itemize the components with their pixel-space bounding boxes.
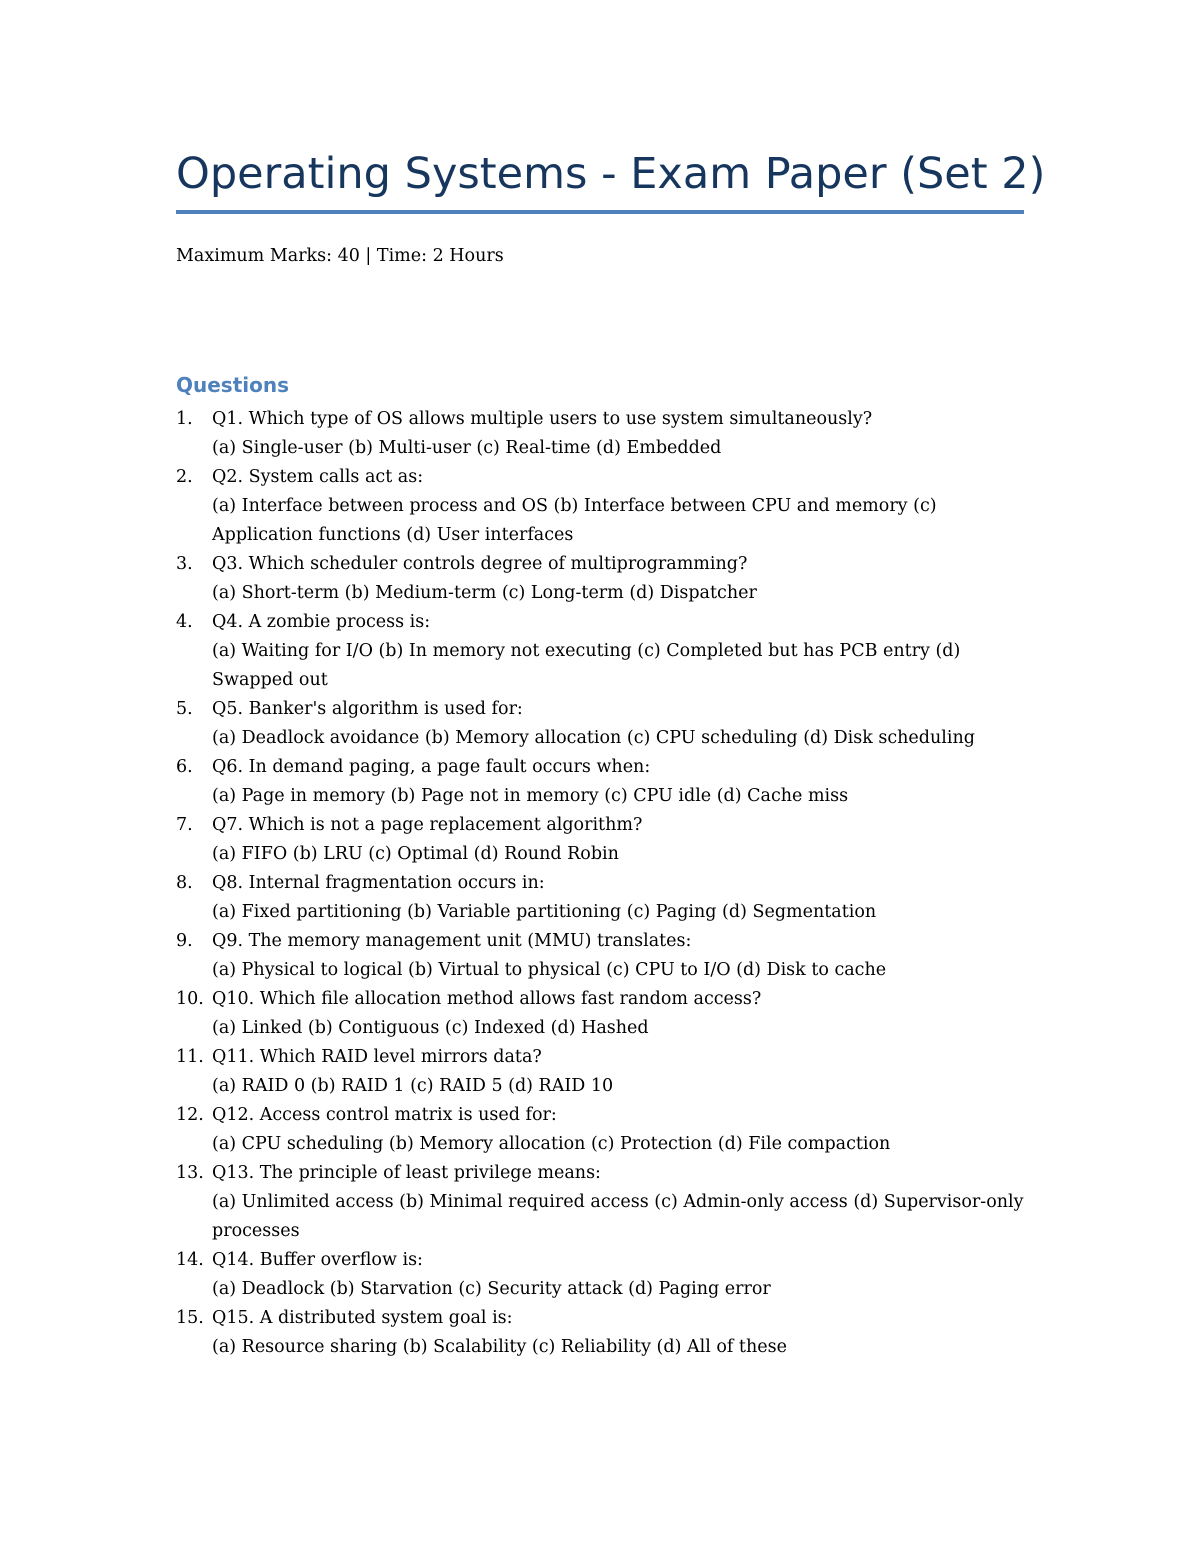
question-item bbox=[176, 1246, 1024, 1304]
question-options: (a) FIFO (b) LRU (c) Optimal (d) Round Robin bbox=[212, 844, 619, 864]
question-number: 11. bbox=[176, 1047, 204, 1067]
question-options: (a) Fixed partitioning (b) Variable partitioning (c) Paging (d) Segmentation bbox=[212, 902, 877, 922]
title-divider bbox=[176, 210, 1024, 214]
question-options: (a) Single-user (b) Multi-user (c) Real-time (d) Embedded bbox=[212, 438, 722, 458]
question-text: Q4. A zombie process is: bbox=[212, 612, 431, 632]
question-item bbox=[176, 985, 1024, 1043]
question-text: Q7. Which is not a page replacement algorithm? bbox=[212, 815, 643, 835]
question-item bbox=[176, 811, 1024, 869]
question-number: 12. bbox=[176, 1105, 204, 1125]
question-item bbox=[176, 1304, 1024, 1362]
question-options: (a) Interface between process and OS (b) Interface between CPU and memory (c) Application functions (d) User interfaces bbox=[212, 496, 937, 545]
question-text: Q6. In demand paging, a page fault occurs when: bbox=[212, 757, 651, 777]
question-number: 15. bbox=[176, 1308, 204, 1328]
question-options: (a) Unlimited access (b) Minimal required access (c) Admin-only access (d) Supervisor-only processes bbox=[212, 1192, 1024, 1241]
question-text: Q5. Banker's algorithm is used for: bbox=[212, 699, 523, 719]
question-number: 7. bbox=[176, 815, 193, 835]
question-number: 1. bbox=[176, 409, 193, 429]
question-item bbox=[176, 608, 1024, 695]
question-options: (a) Deadlock avoidance (b) Memory allocation (c) CPU scheduling (d) Disk scheduling bbox=[212, 728, 975, 748]
question-item bbox=[176, 550, 1024, 608]
question-item bbox=[176, 695, 1024, 753]
document-title: Operating Systems - Exam Paper (Set 2) bbox=[176, 149, 1046, 199]
question-text: Q10. Which file allocation method allows fast random access? bbox=[212, 989, 762, 1009]
question-options: (a) Resource sharing (b) Scalability (c) Reliability (d) All of these bbox=[212, 1337, 787, 1357]
question-options: (a) Physical to logical (b) Virtual to physical (c) CPU to I/O (d) Disk to cache bbox=[212, 960, 887, 980]
question-options: (a) Page in memory (b) Page not in memory (c) CPU idle (d) Cache miss bbox=[212, 786, 849, 806]
question-options: (a) Short-term (b) Medium-term (c) Long-term (d) Dispatcher bbox=[212, 583, 757, 603]
question-item bbox=[176, 927, 1024, 985]
question-item bbox=[176, 869, 1024, 927]
question-item bbox=[176, 405, 1024, 463]
question-text: Q11. Which RAID level mirrors data? bbox=[212, 1047, 542, 1067]
question-item bbox=[176, 1043, 1024, 1101]
question-options: (a) CPU scheduling (b) Memory allocation (c) Protection (d) File compaction bbox=[212, 1134, 891, 1154]
question-text: Q3. Which scheduler controls degree of multiprogramming? bbox=[212, 554, 748, 574]
question-item bbox=[176, 753, 1024, 811]
question-list bbox=[176, 405, 1024, 1362]
question-options: (a) Linked (b) Contiguous (c) Indexed (d) Hashed bbox=[212, 1018, 649, 1038]
question-options: (a) Waiting for I/O (b) In memory not executing (c) Completed but has PCB entry (d) Swapped out bbox=[212, 641, 961, 690]
question-number: 2. bbox=[176, 467, 193, 487]
question-text: Q15. A distributed system goal is: bbox=[212, 1308, 513, 1328]
question-text: Q12. Access control matrix is used for: bbox=[212, 1105, 557, 1125]
question-number: 5. bbox=[176, 699, 193, 719]
question-number: 13. bbox=[176, 1163, 204, 1183]
question-options: (a) RAID 0 (b) RAID 1 (c) RAID 5 (d) RAID 10 bbox=[212, 1076, 614, 1096]
question-item bbox=[176, 1159, 1024, 1246]
question-text: Q1. Which type of OS allows multiple users to use system simultaneously? bbox=[212, 409, 873, 429]
question-number: 9. bbox=[176, 931, 193, 951]
question-number: 6. bbox=[176, 757, 193, 777]
question-options: (a) Deadlock (b) Starvation (c) Security attack (d) Paging error bbox=[212, 1279, 771, 1299]
question-text: Q14. Buffer overflow is: bbox=[212, 1250, 423, 1270]
question-number: 10. bbox=[176, 989, 204, 1009]
question-text: Q13. The principle of least privilege means: bbox=[212, 1163, 601, 1183]
question-text: Q9. The memory management unit (MMU) translates: bbox=[212, 931, 692, 951]
question-number: 14. bbox=[176, 1250, 204, 1270]
question-text: Q2. System calls act as: bbox=[212, 467, 424, 487]
question-number: 3. bbox=[176, 554, 193, 574]
question-item bbox=[176, 463, 1024, 550]
section-heading: Questions bbox=[176, 373, 290, 397]
question-number: 4. bbox=[176, 612, 193, 632]
question-text: Q8. Internal fragmentation occurs in: bbox=[212, 873, 545, 893]
exam-meta: Maximum Marks: 40 | Time: 2 Hours bbox=[176, 246, 504, 266]
question-item bbox=[176, 1101, 1024, 1159]
question-number: 8. bbox=[176, 873, 193, 893]
